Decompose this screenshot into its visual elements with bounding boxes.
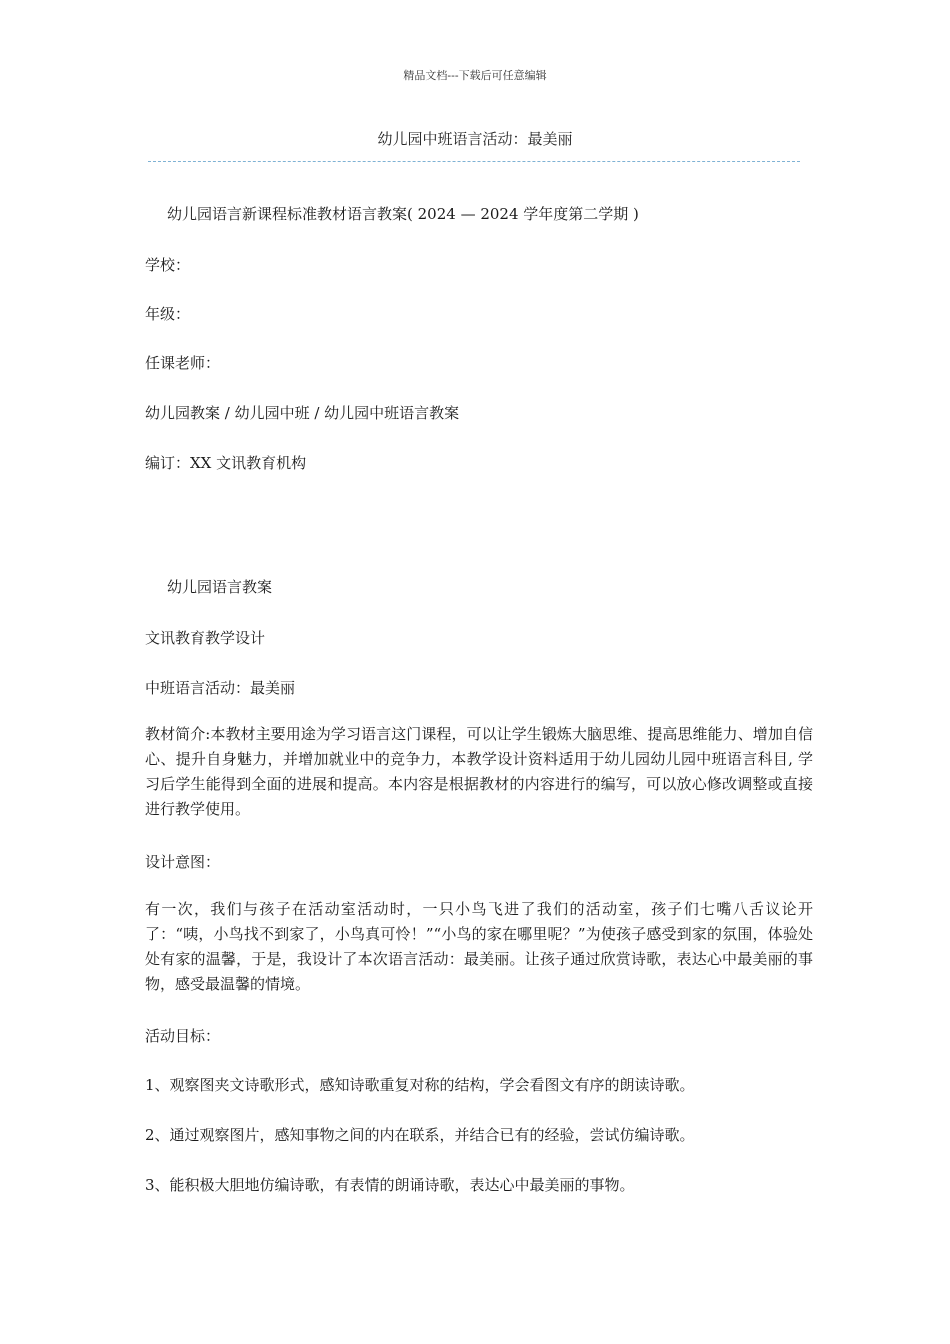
design-intent-paragraph: 有一次，我们与孩子在活动室活动时，一只小鸟飞进了我们的活动室，孩子们七嘴八舌议论开了：“咦，小鸟找不到家了，小鸟真可怜！”“小鸟的家在哪里呢？”为使孩子感受到家的氛围，体验处处有家的温馨，于是，我设计了本次语言活动：最美丽。让孩子通过欣赏诗歌，表达心中最美丽的事物，感受最温馨的情境。 (145, 900, 813, 993)
school-field-label: 学校： (145, 256, 191, 274)
activity-title: 中班语言活动：最美丽 (145, 679, 296, 697)
section-heading: 幼儿园语言教案 (167, 578, 273, 596)
category-breadcrumb: 幼儿园教案 / 幼儿园中班 / 幼儿园中班语言教案 (145, 404, 460, 422)
cover-subtitle: 幼儿园语言新课程标准教材语言教案( 2024 — 2024 学年度第二学期 ) (167, 205, 639, 223)
goal-item: 2、通过观察图片，感知事物之间的内在联系，并结合已有的经验，尝试仿编诗歌。 (145, 1126, 695, 1144)
goal-item: 3、能积极大胆地仿编诗歌，有表情的朗诵诗歌，表达心中最美丽的事物。 (145, 1176, 635, 1194)
design-source: 文讯教育教学设计 (145, 629, 266, 647)
editor-line: 编订：XX 文讯教育机构 (145, 454, 307, 472)
intro-paragraph: 教材简介:本教材主要用途为学习语言这门课程，可以让学生锻炼大脑思维、提高思维能力、增加自信心、提升自身魅力，并增加就业中的竞争力，本教学设计资料适用于幼儿园幼儿园中班语言科目, 学习后学生能得到全面的进展和提高。本内容是根据教材的内容进行的编写，可以放心修改调整或直接进行教学使用。 (145, 725, 813, 818)
goals-label: 活动目标： (145, 1027, 221, 1045)
document-title: 幼儿园中班语言活动：最美丽 (377, 130, 573, 148)
teacher-field-label: 任课老师： (145, 354, 221, 372)
goal-item: 1、观察图夹文诗歌形式，感知诗歌重复对称的结构，学会看图文有序的朗读诗歌。 (145, 1076, 695, 1094)
design-intent-label: 设计意图： (145, 853, 221, 871)
grade-field-label: 年级： (145, 305, 191, 323)
title-divider (148, 161, 800, 162)
header-note: 精品文档---下载后可任意编辑 (403, 69, 547, 82)
